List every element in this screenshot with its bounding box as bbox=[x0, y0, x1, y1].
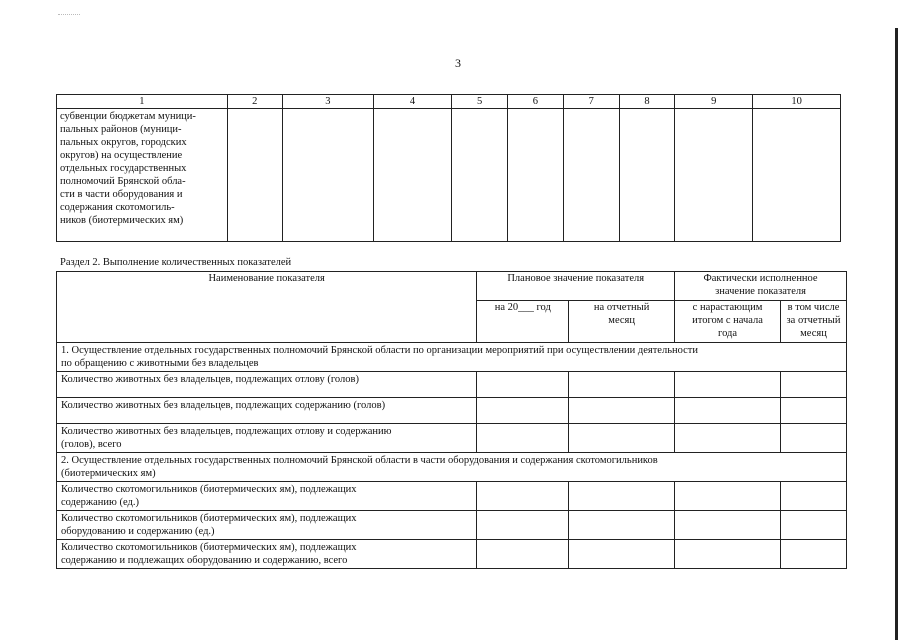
header-line: в том числе bbox=[787, 302, 840, 313]
header-line: на отчетный bbox=[593, 302, 650, 313]
empty-cell bbox=[781, 511, 847, 540]
empty-cell bbox=[373, 109, 451, 242]
continuation-table bbox=[56, 94, 841, 242]
scan-edge-line bbox=[895, 28, 898, 640]
text-line: отдельных государственных bbox=[60, 163, 187, 174]
text-line: 2. Осуществление отдельных государственных полномочий Брянской области в части оборудования и содержания скотомогильников bbox=[61, 455, 658, 466]
empty-cell bbox=[477, 398, 569, 424]
text-line: оборудованию и содержанию (ед.) bbox=[61, 526, 215, 537]
empty-cell bbox=[675, 372, 781, 398]
empty-cell bbox=[569, 398, 675, 424]
group-title bbox=[57, 343, 847, 372]
indicator-row bbox=[57, 482, 847, 511]
header-line: Фактически исполненное bbox=[703, 273, 818, 284]
group-row bbox=[57, 343, 847, 372]
empty-cell bbox=[563, 109, 619, 242]
indicator-row bbox=[57, 511, 847, 540]
indicator-name bbox=[57, 424, 477, 453]
indicator-name bbox=[57, 511, 477, 540]
plan-month-header bbox=[569, 301, 675, 343]
column-number: 9 bbox=[675, 95, 753, 109]
indicator-name: Количество животных без владельцев, подлежащих отлову (голов) bbox=[57, 372, 477, 398]
indicator-name bbox=[57, 482, 477, 511]
text-line: Количество скотомогильников (биотермических ям), подлежащих bbox=[61, 484, 357, 495]
empty-cell bbox=[675, 540, 781, 569]
empty-cell bbox=[282, 109, 373, 242]
indicator-name bbox=[57, 540, 477, 569]
text-line: 1. Осуществление отдельных государственных полномочий Брянской области по организации мероприятий при осуществлении деятельности bbox=[61, 345, 698, 356]
text-line: пальных округов, городских bbox=[60, 137, 187, 148]
column-number: 5 bbox=[452, 95, 508, 109]
empty-cell bbox=[477, 540, 569, 569]
text-line: (голов), всего bbox=[61, 439, 122, 450]
empty-cell bbox=[781, 424, 847, 453]
column-number: 8 bbox=[619, 95, 674, 109]
text-line: содержанию и подлежащих оборудованию и содержанию, всего bbox=[61, 555, 348, 566]
header-line: года bbox=[718, 328, 738, 339]
empty-cell bbox=[569, 372, 675, 398]
fact-value-header bbox=[675, 272, 847, 301]
subsidy-row bbox=[57, 109, 841, 242]
empty-cell bbox=[477, 482, 569, 511]
header-line: итогом с начала bbox=[692, 315, 763, 326]
text-line: (биотермических ям) bbox=[61, 468, 156, 479]
text-line: по обращению с животными без владельцев bbox=[61, 358, 259, 369]
text-line: содержания скотомогиль- bbox=[60, 202, 175, 213]
text-line: сти в части оборудования и bbox=[60, 189, 183, 200]
text-line: округов) на осуществление bbox=[60, 150, 183, 161]
header-row bbox=[57, 272, 847, 301]
subsidy-description bbox=[57, 109, 228, 242]
indicator-row bbox=[57, 540, 847, 569]
column-number: 2 bbox=[227, 95, 282, 109]
empty-cell bbox=[508, 109, 563, 242]
text-line: пальных районов (муници- bbox=[60, 124, 182, 135]
empty-cell bbox=[569, 511, 675, 540]
column-number: 3 bbox=[282, 95, 373, 109]
text-line: содержанию (ед.) bbox=[61, 497, 139, 508]
text-line: Количество животных без владельцев, подлежащих отлову и содержанию bbox=[61, 426, 392, 437]
empty-cell bbox=[227, 109, 282, 242]
text-line: субвенции бюджетам муници- bbox=[60, 111, 196, 122]
group-title bbox=[57, 453, 847, 482]
empty-cell bbox=[781, 482, 847, 511]
indicator-row bbox=[57, 372, 847, 398]
header-line: за отчетный bbox=[786, 315, 841, 326]
indicator-row bbox=[57, 424, 847, 453]
group-row bbox=[57, 453, 847, 482]
header-line: с нарастающим bbox=[692, 302, 763, 313]
empty-cell bbox=[477, 372, 569, 398]
section-title: Раздел 2. Выполнение количественных показателей bbox=[60, 257, 292, 268]
empty-cell bbox=[569, 424, 675, 453]
column-number-row bbox=[57, 95, 841, 109]
column-number: 7 bbox=[563, 95, 619, 109]
empty-cell bbox=[477, 511, 569, 540]
text-line: Количество скотомогильников (биотермических ям), подлежащих bbox=[61, 513, 357, 524]
indicator-row bbox=[57, 398, 847, 424]
header-line: значение показателя bbox=[715, 286, 806, 297]
page-number: 3 bbox=[455, 56, 461, 70]
empty-cell bbox=[753, 109, 841, 242]
text-line: полномочий Брянской обла- bbox=[60, 176, 186, 187]
empty-cell bbox=[569, 482, 675, 511]
empty-cell bbox=[675, 398, 781, 424]
empty-cell bbox=[452, 109, 508, 242]
fact-cumulative-header bbox=[675, 301, 781, 343]
empty-cell bbox=[569, 540, 675, 569]
empty-cell bbox=[675, 424, 781, 453]
indicators-table bbox=[56, 271, 847, 569]
empty-cell bbox=[781, 540, 847, 569]
empty-cell bbox=[781, 372, 847, 398]
plan-value-header: Плановое значение показателя bbox=[477, 272, 675, 301]
empty-cell bbox=[781, 398, 847, 424]
text-line: ников (биотермических ям) bbox=[60, 215, 184, 226]
column-number: 1 bbox=[57, 95, 228, 109]
header-line: месяц bbox=[800, 328, 827, 339]
indicator-name-header: Наименование показателя bbox=[57, 272, 477, 343]
indicator-name: Количество животных без владельцев, подлежащих содержанию (голов) bbox=[57, 398, 477, 424]
column-number: 10 bbox=[753, 95, 841, 109]
column-number: 4 bbox=[373, 95, 451, 109]
text-line: Количество скотомогильников (биотермических ям), подлежащих bbox=[61, 542, 357, 553]
empty-cell bbox=[675, 482, 781, 511]
empty-cell bbox=[619, 109, 674, 242]
empty-cell bbox=[675, 109, 753, 242]
column-number: 6 bbox=[508, 95, 563, 109]
scan-artifact bbox=[58, 14, 80, 21]
header-line: месяц bbox=[608, 315, 635, 326]
empty-cell bbox=[675, 511, 781, 540]
empty-cell bbox=[477, 424, 569, 453]
fact-month-header bbox=[781, 301, 847, 343]
plan-year-header: на 20___ год bbox=[477, 301, 569, 343]
